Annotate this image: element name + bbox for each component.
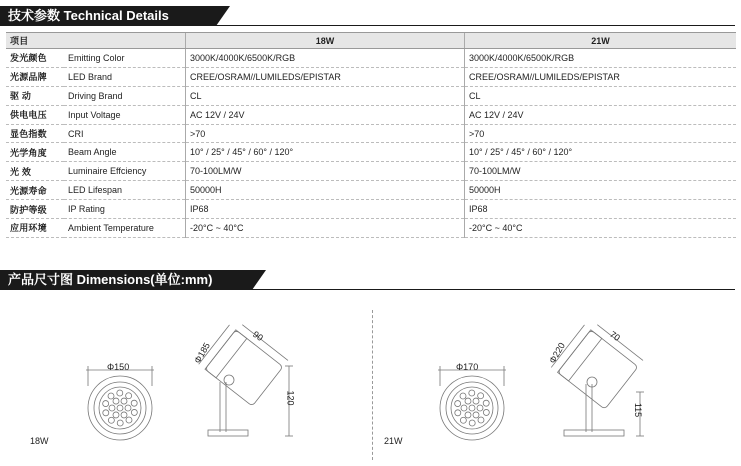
depth-21w: 70 [608, 329, 622, 343]
side-dia-21w: Φ220 [547, 340, 567, 366]
spec-label-en: IP Rating [64, 200, 186, 219]
model-18w: 18W [30, 436, 49, 446]
spec-value-21w: 70-100LM/W [465, 162, 737, 181]
led-dot [455, 401, 461, 407]
spec-label-zh: 光 效 [6, 162, 64, 181]
spec-label-zh: 防护等级 [6, 200, 64, 219]
height-18w: 120 [285, 390, 296, 406]
header-blank [64, 33, 186, 49]
dim-section-title: 产品尺寸图 Dimensions(单位:mm) [0, 270, 252, 290]
spec-row [6, 67, 736, 86]
spec-label-zh: 应用环境 [6, 219, 64, 238]
spec-label-en: Emitting Color [64, 49, 186, 68]
spec-value-21w: 10° / 25° / 45° / 60° / 120° [465, 143, 737, 162]
front-view-18w [80, 360, 160, 450]
spec-value-21w: -20°C ~ 40°C [465, 219, 737, 238]
spec-label-en: LED Lifespan [64, 181, 186, 200]
side-view-21w [540, 322, 670, 442]
spec-value-18w: IP68 [186, 200, 465, 219]
dim-section-banner [0, 270, 741, 290]
led-dot [131, 409, 137, 415]
spec-row [6, 49, 736, 68]
spec-row [6, 124, 736, 143]
spec-value-21w: 3000K/4000K/6500K/RGB [465, 49, 737, 68]
header-21w: 21W [465, 33, 737, 49]
led-dot [478, 417, 484, 423]
spec-value-18w: 70-100LM/W [186, 162, 465, 181]
spec-label-zh: 光学角度 [6, 143, 64, 162]
spec-label-zh: 驱 动 [6, 86, 64, 105]
led-dot [121, 412, 127, 418]
spec-value-18w: >70 [186, 124, 465, 143]
spec-value-18w: 10° / 25° / 45° / 60° / 120° [186, 143, 465, 162]
led-dot [121, 398, 127, 404]
spec-label-zh: 供电电压 [6, 105, 64, 124]
header-item: 项目 [6, 33, 64, 49]
spec-label-zh: 光源寿命 [6, 181, 64, 200]
led-dot [465, 398, 471, 404]
led-dot [103, 410, 109, 416]
led-dot [478, 393, 484, 399]
led-dot [113, 398, 119, 404]
spec-label-en: Input Voltage [64, 105, 186, 124]
led-dot [109, 405, 115, 411]
spec-value-18w: AC 12V / 24V [186, 105, 465, 124]
led-dot [103, 401, 109, 407]
height-21w: 115 [633, 402, 644, 418]
spec-table-header [6, 33, 736, 49]
spec-value-21w: 50000H [465, 181, 737, 200]
led-dot [108, 393, 114, 399]
spec-row [6, 143, 736, 162]
side-view-18w [185, 322, 315, 442]
led-dot [131, 400, 137, 406]
spec-row [6, 162, 736, 181]
front-dia-21w: Φ170 [456, 362, 479, 372]
tech-section-title: 技术参数 Technical Details [0, 6, 216, 26]
led-dot [477, 405, 483, 411]
dim-banner-rule [0, 289, 735, 290]
spec-label-en: Luminaire Effciency [64, 162, 186, 181]
spec-row [6, 105, 736, 124]
led-dot [469, 420, 475, 426]
front-dia-18w: Φ150 [107, 362, 130, 372]
led-dot [460, 417, 466, 423]
tech-banner-rule [0, 25, 735, 26]
spec-table [6, 32, 736, 238]
spec-value-21w: AC 12V / 24V [465, 105, 737, 124]
drawing-divider [372, 310, 373, 460]
spec-value-18w: CL [186, 86, 465, 105]
led-dot [469, 390, 475, 396]
led-dot [117, 405, 123, 411]
spec-value-21w: IP68 [465, 200, 737, 219]
spec-row [6, 181, 736, 200]
led-dot [117, 420, 123, 426]
side-dia-18w: Φ185 [192, 340, 212, 366]
led-dot [113, 412, 119, 418]
spec-label-zh: 光源品牌 [6, 67, 64, 86]
led-dot [483, 400, 489, 406]
spec-label-en: Ambient Temperature [64, 219, 186, 238]
led-dot [455, 410, 461, 416]
led-dot [473, 398, 479, 404]
spec-row [6, 200, 736, 219]
model-21w: 21W [384, 436, 403, 446]
spec-value-18w: CREE/OSRAM//LUMILEDS/EPISTAR [186, 67, 465, 86]
led-dot [483, 409, 489, 415]
led-dot [469, 405, 475, 411]
spec-row [6, 86, 736, 105]
spec-label-en: LED Brand [64, 67, 186, 86]
led-dot [108, 417, 114, 423]
led-dot [117, 390, 123, 396]
spec-label-en: CRI [64, 124, 186, 143]
spec-row [6, 219, 736, 238]
spec-value-18w: 50000H [186, 181, 465, 200]
spec-value-21w: CL [465, 86, 737, 105]
led-dot [460, 393, 466, 399]
led-dot [125, 405, 131, 411]
spec-label-en: Beam Angle [64, 143, 186, 162]
header-18w: 18W [186, 33, 465, 49]
led-dot [126, 393, 132, 399]
spec-label-zh: 发光颜色 [6, 49, 64, 68]
led-dot [465, 412, 471, 418]
spec-value-18w: -20°C ~ 40°C [186, 219, 465, 238]
depth-18w: 90 [251, 329, 265, 343]
led-dot [461, 405, 467, 411]
spec-value-21w: CREE/OSRAM//LUMILEDS/EPISTAR [465, 67, 737, 86]
tech-section-banner [0, 6, 741, 26]
spec-value-18w: 3000K/4000K/6500K/RGB [186, 49, 465, 68]
spec-label-zh: 显色指数 [6, 124, 64, 143]
led-dot [473, 412, 479, 418]
spec-label-en: Driving Brand [64, 86, 186, 105]
led-dot [126, 417, 132, 423]
spec-value-21w: >70 [465, 124, 737, 143]
front-view-21w [432, 360, 512, 450]
